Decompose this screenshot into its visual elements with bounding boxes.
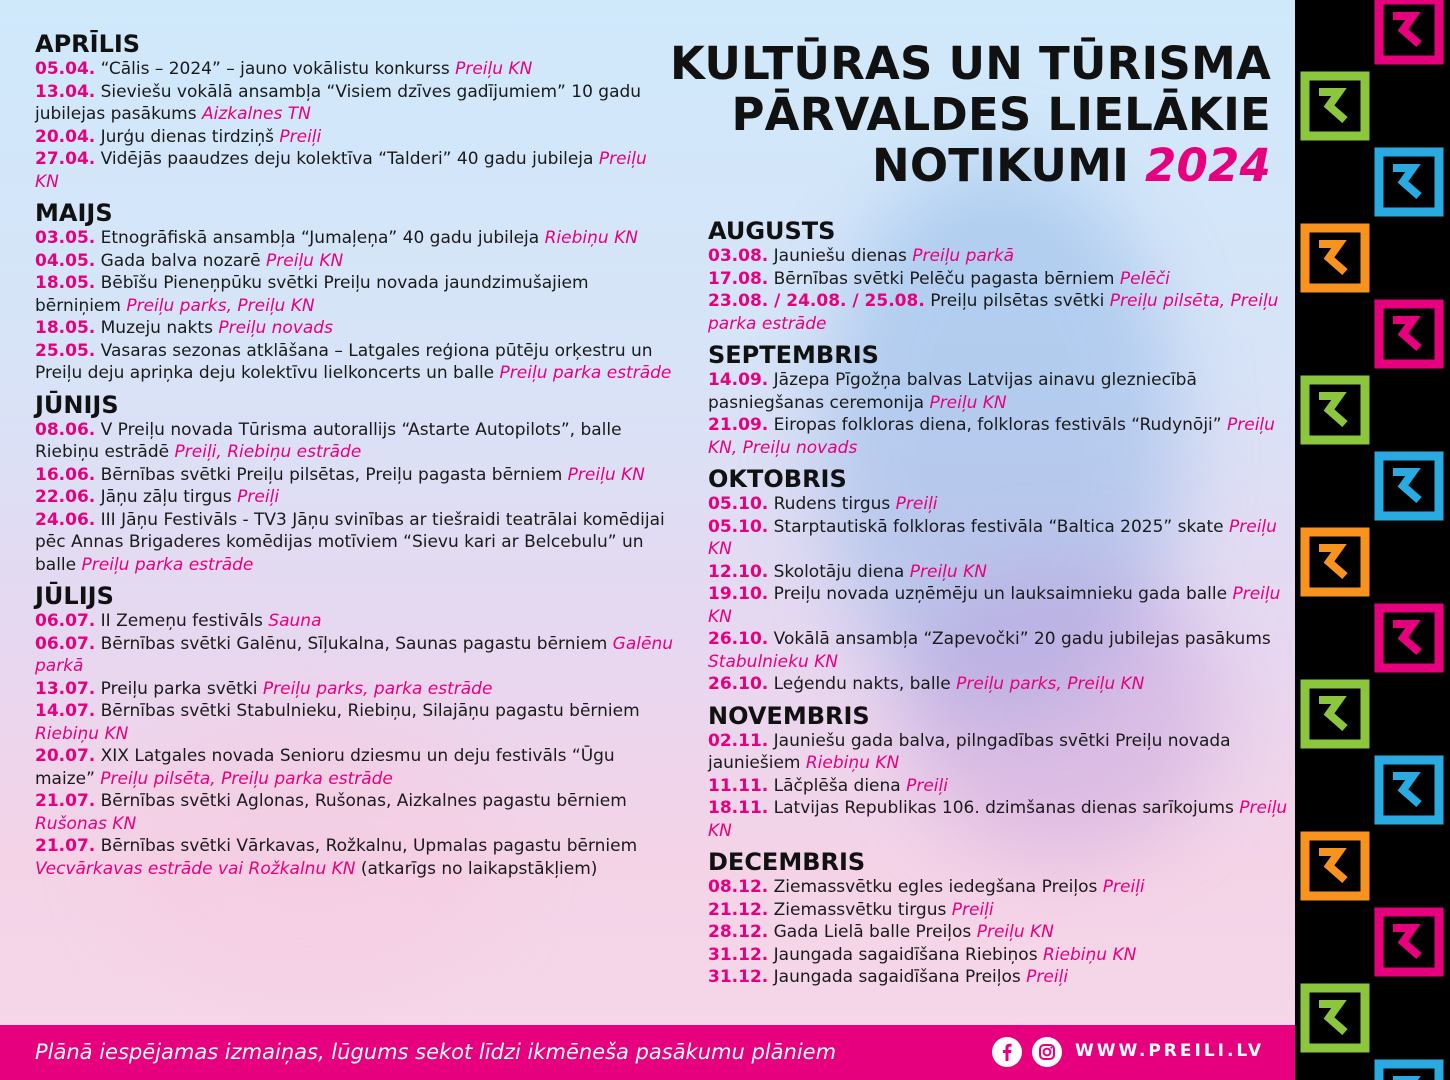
event-date: 26.10.: [708, 629, 769, 649]
month-heading: APRĪLIS: [35, 30, 141, 58]
event-text: Jurģu dienas tirdziņš: [95, 126, 280, 147]
event-date: 13.07.: [35, 678, 96, 699]
event-text: Bērnības svētki Preiļu pilsētas, Preiļu pagasta bērniem: [95, 464, 568, 485]
event-date: 02.11.: [708, 730, 769, 751]
event-location: Preiļu pilsēta, Preiļu parka estrāde: [708, 291, 1279, 334]
event-text: Lāčplēša diena: [768, 775, 907, 796]
event-date: 21.07.: [35, 791, 96, 811]
event-item: [35, 835, 675, 880]
event-location: Preiļi: [1026, 967, 1069, 987]
pattern-tile-icon: [1299, 830, 1371, 902]
event-date: 23.08. / 24.08. / 25.08.: [708, 291, 925, 311]
event-text: Bērnības svētki Pelēču pagasta bērniem: [768, 268, 1120, 289]
event-date: 24.06.: [35, 509, 96, 530]
event-location: Preiļu KN: [708, 798, 1288, 841]
title-line-2: PĀRVALDES LIELĀKIE: [731, 88, 1271, 141]
month-heading: OKTOBRIS: [708, 465, 847, 493]
event-text: Sieviešu vokālā ansambļa “Visiem dzīves gadījumiem” 10 gadu jubilejas pasākums: [35, 81, 642, 124]
event-location: Aizkalnes TN: [202, 104, 311, 124]
event-location: Preiļu KN: [35, 149, 647, 192]
event-item: [35, 227, 675, 250]
event-location: Stabulnieku KN: [708, 651, 839, 672]
event-location: Preiļi: [237, 487, 280, 507]
event-item: [708, 290, 1288, 335]
pattern-tile-icon: [1299, 678, 1371, 750]
pattern-tile-icon: [1299, 70, 1371, 142]
event-date: 27.04.: [35, 149, 96, 169]
event-date: 03.08.: [708, 246, 769, 266]
event-text: Gada balva nozarē: [95, 250, 267, 271]
event-location: Preiļu KN, Preiļu novads: [708, 415, 1275, 458]
event-date: 21.09.: [708, 415, 769, 435]
event-item: [35, 464, 675, 487]
event-text: Skolotāju diena: [768, 561, 910, 582]
event-date: 18.05.: [35, 318, 96, 338]
event-text: Bērnības svētki Aglonas, Rušonas, Aizkalnes pagastu bērniem: [95, 791, 627, 811]
event-text: II Zemeņu festivāls: [95, 611, 269, 631]
event-text: Bērnības svētki Galēnu, Sīļukalna, Saunas pagastu bērniem: [95, 633, 613, 654]
event-text: XIX Latgales novada Senioru dziesmu un deju festivāls “Ūgu maize”: [35, 746, 615, 789]
event-text: Starptautiskā folkloras festivāla “Baltica 2025” skate: [768, 516, 1229, 537]
pattern-tile-icon: [1373, 146, 1445, 218]
event-location: Preiļi: [906, 775, 948, 796]
event-location: Preiļu parks, parka estrāde: [262, 678, 493, 699]
event-location: Preiļu KN: [708, 584, 1281, 627]
event-item: [35, 610, 675, 633]
month-heading: DECEMBRIS: [708, 848, 866, 876]
pattern-tile-icon: [1299, 526, 1371, 598]
event-item: [708, 944, 1288, 967]
event-location: Preiļu KN: [708, 516, 1277, 559]
pattern-tile-icon: [1299, 222, 1371, 294]
title-line-1: KULTŪRAS UN TŪRISMA: [670, 37, 1271, 90]
pattern-tile-icon: [1299, 374, 1371, 446]
event-text: Preiļu pilsētas svētki: [924, 291, 1110, 311]
pattern-tile-icon: [1373, 0, 1445, 66]
pattern-tile-icon: [1373, 450, 1445, 522]
event-text: Bēbīšu Pieneņpūku svētki Preiļu novada jaundzimušajiem bērniņiem: [35, 273, 589, 316]
event-location: Preiļu parkā: [912, 246, 1015, 266]
event-text: Jāņu zāļu tirgus: [95, 487, 238, 507]
event-location: Riebiņu KN: [1042, 944, 1137, 965]
event-text: Vidējās paaudzes deju kolektīva “Talderi” 40 gadu jubileja: [95, 149, 599, 169]
event-note: (atkarīgs no laikapstākļiem): [355, 858, 598, 879]
event-text: Latvijas Republikas 106. dzimšanas dienas sarīkojums: [768, 798, 1240, 818]
event-text: Bērnības svētki Vārkavas, Rožkalnu, Upmalas pagastu bērniem: [95, 836, 638, 856]
event-item: [708, 775, 1288, 798]
event-location: Preiļu parka estrāde: [81, 554, 254, 575]
event-date: 04.05.: [35, 250, 96, 271]
event-item: [35, 58, 675, 81]
event-location: Preiļu parka estrāde: [499, 363, 672, 383]
month-heading: AUGUSTS: [708, 217, 836, 245]
event-item: [35, 745, 675, 790]
event-date: 13.04.: [35, 81, 96, 102]
event-item: [708, 268, 1288, 291]
event-location: Preiļi: [895, 494, 938, 514]
event-location: Galēnu parkā: [35, 633, 673, 676]
event-location: Preiļu KN: [929, 392, 1007, 413]
event-location: Preiļu parks, Preiļu KN: [956, 674, 1145, 694]
instagram-icon[interactable]: [1032, 1037, 1062, 1067]
event-date: 31.12.: [708, 944, 769, 965]
event-item: [35, 419, 675, 464]
month-heading: JŪLIJS: [35, 582, 114, 610]
right-column: [708, 217, 1288, 989]
event-date: 05.04.: [35, 59, 96, 79]
event-item: [708, 516, 1288, 561]
event-item: [35, 633, 675, 678]
event-item: [35, 678, 675, 701]
event-item: [35, 509, 675, 577]
month-heading: JŪNIJS: [35, 390, 119, 419]
event-item: [708, 730, 1288, 775]
event-location: Pelēči: [1119, 268, 1170, 289]
event-item: [35, 148, 675, 193]
event-location: Preiļu KN: [266, 250, 344, 271]
event-text: Jauniešu gada balva, pilngadības svētki Preiļu novada jauniešiem: [708, 730, 1231, 773]
event-item: [708, 797, 1288, 842]
title-year: 2024: [1144, 139, 1271, 192]
pattern-tile-icon: [1299, 982, 1371, 1054]
event-date: 06.07.: [35, 611, 96, 631]
event-text: “Cālis – 2024” – jauno vokālistu konkurss: [95, 59, 456, 79]
event-date: 31.12.: [708, 967, 769, 987]
event-date: 14.07.: [35, 701, 96, 721]
event-date: 03.05.: [35, 228, 96, 248]
month-heading: SEPTEMBRIS: [708, 341, 879, 369]
event-date: 21.07.: [35, 836, 96, 856]
facebook-icon[interactable]: [992, 1037, 1022, 1067]
pattern-strip: [1295, 0, 1450, 1080]
event-date: 20.04.: [35, 126, 96, 147]
event-text: V Preiļu novada Tūrisma autorallijs “Astarte Autopilots”, balle Riebiņu estrādē: [35, 419, 622, 462]
event-date: 08.06.: [35, 419, 96, 440]
event-location: Preiļi: [279, 126, 322, 147]
pattern-tile-icon: [1373, 298, 1445, 370]
event-item: [35, 317, 675, 340]
event-date: 12.10.: [708, 561, 769, 582]
event-item: [708, 414, 1288, 459]
event-date: 18.11.: [708, 798, 769, 818]
event-date: 05.10.: [708, 494, 769, 514]
event-item: [35, 700, 675, 745]
website-link[interactable]: WWW.PREILI.LV: [1075, 1041, 1265, 1061]
event-location: Preiļu pilsēta, Preiļu parka estrāde: [100, 768, 393, 789]
event-date: 19.10.: [708, 584, 769, 604]
event-date: 25.05.: [35, 340, 96, 361]
event-item: [708, 245, 1288, 268]
event-item: [708, 583, 1288, 628]
event-location: Preiļi: [951, 899, 994, 920]
event-text: Bērnības svētki Stabulnieku, Riebiņu, Silajāņu pagastu bērniem: [95, 701, 640, 721]
event-date: 06.07.: [35, 633, 96, 654]
event-text: Preiļu novada uzņēmēju un lauksaimnieku gada balle: [768, 584, 1233, 604]
event-text: Vokālā ansambļa “Zapevočki” 20 gadu jubilejas pasākums: [768, 629, 1271, 649]
event-item: [708, 673, 1288, 696]
event-date: 08.12.: [708, 877, 769, 897]
event-item: [708, 921, 1288, 944]
event-text: Jauniešu dienas: [768, 246, 913, 266]
event-location: Preiļu KN: [567, 464, 645, 485]
event-text: Rudens tirgus: [768, 494, 896, 514]
event-text: Vasaras sezonas atklāšana – Latgales reģiona pūtēju orķestru un Preiļu deju apriņka deju kolektīvu lielkoncerts un balle: [35, 340, 653, 383]
event-date: 05.10.: [708, 516, 769, 537]
event-item: [35, 340, 675, 385]
event-text: Jāzepa Pīgožņa balvas Latvijas ainavu glezniecībā pasniegšanas ceremonija: [708, 370, 1197, 413]
event-item: [708, 369, 1288, 414]
event-text: Eiropas folkloras diena, folkloras festivāls “Rudynōji”: [768, 415, 1227, 435]
page-title: [571, 38, 1271, 191]
event-item: [708, 876, 1288, 899]
event-text: Jaungada sagaidīšana Preiļos: [768, 967, 1027, 987]
event-text: Ziemassvētku egles iedegšana Preiļos: [768, 877, 1103, 897]
pattern-tile-icon: [1373, 1058, 1445, 1080]
event-item: [35, 126, 675, 149]
event-date: 17.08.: [708, 268, 769, 289]
event-date: 14.09.: [708, 370, 769, 390]
event-item: [708, 493, 1288, 516]
footer-note: Plānā iespējamas izmaiņas, lūgums sekot līdzi ikmēneša pasākumu plāniem: [35, 1040, 837, 1064]
event-item: [35, 486, 675, 509]
event-date: 16.06.: [35, 464, 96, 485]
event-item: [35, 81, 675, 126]
event-item: [708, 966, 1288, 989]
event-location: Riebiņu KN: [805, 753, 900, 773]
event-text: Muzeju nakts: [95, 318, 219, 338]
event-text: Jaungada sagaidīšana Riebiņos: [768, 944, 1043, 965]
event-item: [708, 628, 1288, 673]
event-item: [708, 561, 1288, 584]
month-heading: MAIJS: [35, 199, 113, 227]
left-column: [35, 30, 675, 880]
title-line-3-text: NOTIKUMI: [871, 139, 1130, 192]
event-item: [35, 272, 675, 317]
event-location: Preiļu KN: [909, 561, 987, 582]
event-text: Gada Lielā balle Preiļos: [768, 922, 977, 942]
event-date: 22.06.: [35, 487, 96, 507]
event-date: 26.10.: [708, 674, 769, 694]
event-item: [35, 790, 675, 835]
footer: [0, 1025, 1295, 1080]
pattern-tile-icon: [1373, 754, 1445, 826]
event-date: 28.12.: [708, 922, 769, 942]
event-location: Preiļi, Riebiņu estrāde: [174, 442, 362, 462]
pattern-tile-icon: [1373, 602, 1445, 674]
event-location: Preiļu KN: [976, 922, 1054, 942]
event-date: 20.07.: [35, 746, 96, 766]
event-text: Ziemassvētku tirgus: [768, 899, 952, 920]
event-text: Etnogrāfiskā ansambļa “Jumaļeņa” 40 gadu jubileja: [95, 228, 545, 248]
event-location: Preiļu KN: [455, 59, 533, 79]
event-location: Preiļu parks, Preiļu KN: [126, 295, 315, 316]
event-item: [35, 250, 675, 273]
event-location: Vecvārkavas estrāde vai Rožkalnu KN: [35, 858, 356, 879]
event-location: Preiļi: [1102, 877, 1145, 897]
event-location: Riebiņu KN: [35, 723, 129, 744]
event-date: 18.05.: [35, 273, 96, 293]
event-text: Leģendu nakts, balle: [768, 674, 957, 694]
event-date: 21.12.: [708, 899, 769, 920]
month-heading: NOVEMBRIS: [708, 701, 870, 730]
event-date: 11.11.: [708, 775, 769, 796]
event-item: [708, 899, 1288, 922]
event-location: Riebiņu KN: [544, 228, 638, 248]
pattern-tile-icon: [1373, 906, 1445, 978]
event-text: III Jāņu Festivāls - TV3 Jāņu svinības ar tiešraidi teatrālai komēdijai pēc Annas Brigaderes komēdijas motīviem “Sievu kari ar Belcebulu” un balle: [35, 509, 665, 575]
event-text: Preiļu parka svētki: [95, 678, 263, 699]
event-location: Preiļu novads: [218, 318, 333, 338]
event-location: Sauna: [268, 611, 322, 631]
title-line-3: [571, 140, 1271, 191]
event-location: Rušonas KN: [35, 813, 137, 834]
